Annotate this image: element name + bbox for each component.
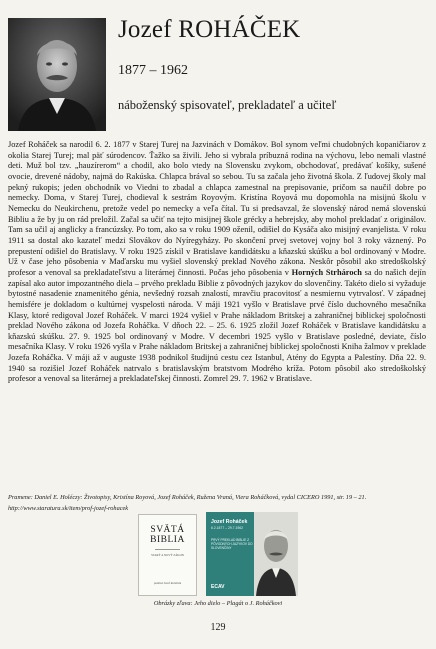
first-name: Jozef (118, 16, 179, 43)
biography-part-1: Jozef Roháček sa narodil 6. 2. 1877 v Starej Turej na Jazvinách v Domákov. Bol synom veľmi chudobných kopaničiarov z okolia Starej Turej; mal päť súrodencov. Ťažko sa živili. Jeho si vybrala príbuzná rodina na výchovu, lebo nemali vlastné deti. Muž bol tzv. „hauzírerom“ a chodil, ako bolo vtedy na Slovensku zvykom, obchodovať, predávať košíky, sušené ovocie, drevené nádoby, najmä do Rakúska. Chlapca brával so sebou. Tu sa začala jeho životná škola. Z ľudovej školy mal pekný rukopis; jeden obchodník vo Viedni to zbadal a chlapca zamestnal na prepisovanie, pričom sa naučil dobre po nemecky. Doma, v Starej Turej, chodieval k sestrám Royovým. Kristína Royová mu dopomohla na misijnú školu v Nemecku do Neukirchenu, pretože vedel po nemecky a veľa čítal. Tu si predsavzal, že slovenský národ nemá slovenskú Bibliu a že by ju on rád preložil. Začal sa učiť na tejto misijnej škole grécky a hebrejsky, aby mohol prekladať z originálov. Tam sa učil aj anglicky a francúzsky. Po tom, ako sa v roku 1909 oženil, odišiel do Kysáča ako misijný evanjelista. V roku 1911 sa dostal ako kazateľ medzi Slovákov do Nyíregyházy. Po skončení prvej svetovej vojny bol 3 roky väznený. Po prepustení odišiel do Bratislavy. V roku 1925 získil v Bratislave kandidátsku a kňazskú skúšku a bol ordinovaný v Modre. Už v čase jeho pôsobenia v Maďarsku mu vyšiel slovenský preklad Nového zákona. Neskôr pôsobil ako stredoškolský profesor a venoval sa prekladateľstvu a literárnej činnosti. Počas jeho pôsobenia v (8, 140, 426, 277)
book-divider (155, 549, 180, 550)
portrait-photo (8, 18, 106, 131)
page-number: 129 (210, 622, 226, 633)
life-years: 1877 – 1962 (118, 63, 188, 78)
book-title (139, 525, 196, 545)
poster-name: Jozef Roháček (211, 519, 248, 525)
biography-part-2: sa do našich dejín zapísal ako autor impozantného diela – prvého prekladu Biblie z pôvodných jazykov do slovenčiny. Takéto dielo si vyžaduje bytostné nasadenie znamenitého génia, nevšedný rozsah znalostí, mravčiu pracovitosť a nesmiernu vytrvalosť. V západnej hemisfére je dokladom o kultúrnej vyspelosti národa. V máji 1921 vyšlo v Bratislave prvé číslo duchovného mesačníka Klasy, ktoré redigoval Jozef Roháček. V marci 1924 vyšiel v Prahe nákladom Britskej a zahraničnej biblickej spoločnosti preklad Nového zákona od Jozefa Roháčka. V dňoch 22. – 25. 6. 1925 zložil Jozef Roháček v Bratislave kandidátsku a kňazskú skúšku. 27. 9. 1925 bol ordinovaný v Modre. V decembri 1925 vyšlo v Bratislave posledné, deviate, číslo mesačníka Klasy. V roku 1926 vyšla v Prahe nákladom Britskej a zahraničnej biblickej spoločnosti Kniha žalmov v preklade Jozefa Roháčka. V máji až v auguste 1938 podnikol študijnú cestu cez Istanbul, Atény do Egypta a Palestíny. Dňa 22. 9. 1940 sa rozišiel Jozef Roháček natrvalo s bratislavským bratstvom Modrého kríža. Potom pôsobil ako stredoškolský profesor a venoval sa literárnej a prekladateľskej činnosti. Zomrel 29. 7. 1962 v Bratislave. (8, 267, 426, 384)
biography-text (8, 140, 426, 385)
book-translator: preklad Jozef Roháček (153, 581, 182, 585)
poster-description: PRVÝ PREKLAD BIBLIE Z PÔVODNÝCH JAZYKOV DO SLOVENČINY (211, 538, 253, 551)
book-title-line1: SVÄTÁ (150, 525, 185, 535)
book-subtitle: STARÝ A NOVÝ ZÁKON (151, 553, 184, 557)
poster-logo: ECAV (211, 584, 225, 590)
portrait-image (8, 18, 106, 131)
poster-years: 6.2.1877 – 29.7.1962 (211, 526, 244, 530)
profession-subtitle: náboženský spisovateľ, prekladateľ a učiteľ (118, 98, 337, 112)
image-caption: Obrázky zľava: Jeho dielo – Plagát o J. Roháčkovi (153, 600, 283, 607)
sources-note: Pramene: Daniel E. Holéczy: Životopisy, Kristína Royová, Jozef Roháček, Ružena Vraná, Viera Roháčková, vydal CICERO 1991, str. 19 – 21. (8, 494, 367, 501)
biography-place-bold: Horných Strhároch (291, 267, 362, 277)
last-name: ROHÁČEK (178, 16, 301, 43)
book-title-line2: BIBLIA (150, 535, 185, 545)
bible-book-cover (138, 514, 197, 596)
source-url: http://www.staratura.sk/item/prof-jozef-rohacek (8, 505, 129, 512)
person-name (118, 16, 300, 44)
rohacek-poster (206, 512, 298, 596)
